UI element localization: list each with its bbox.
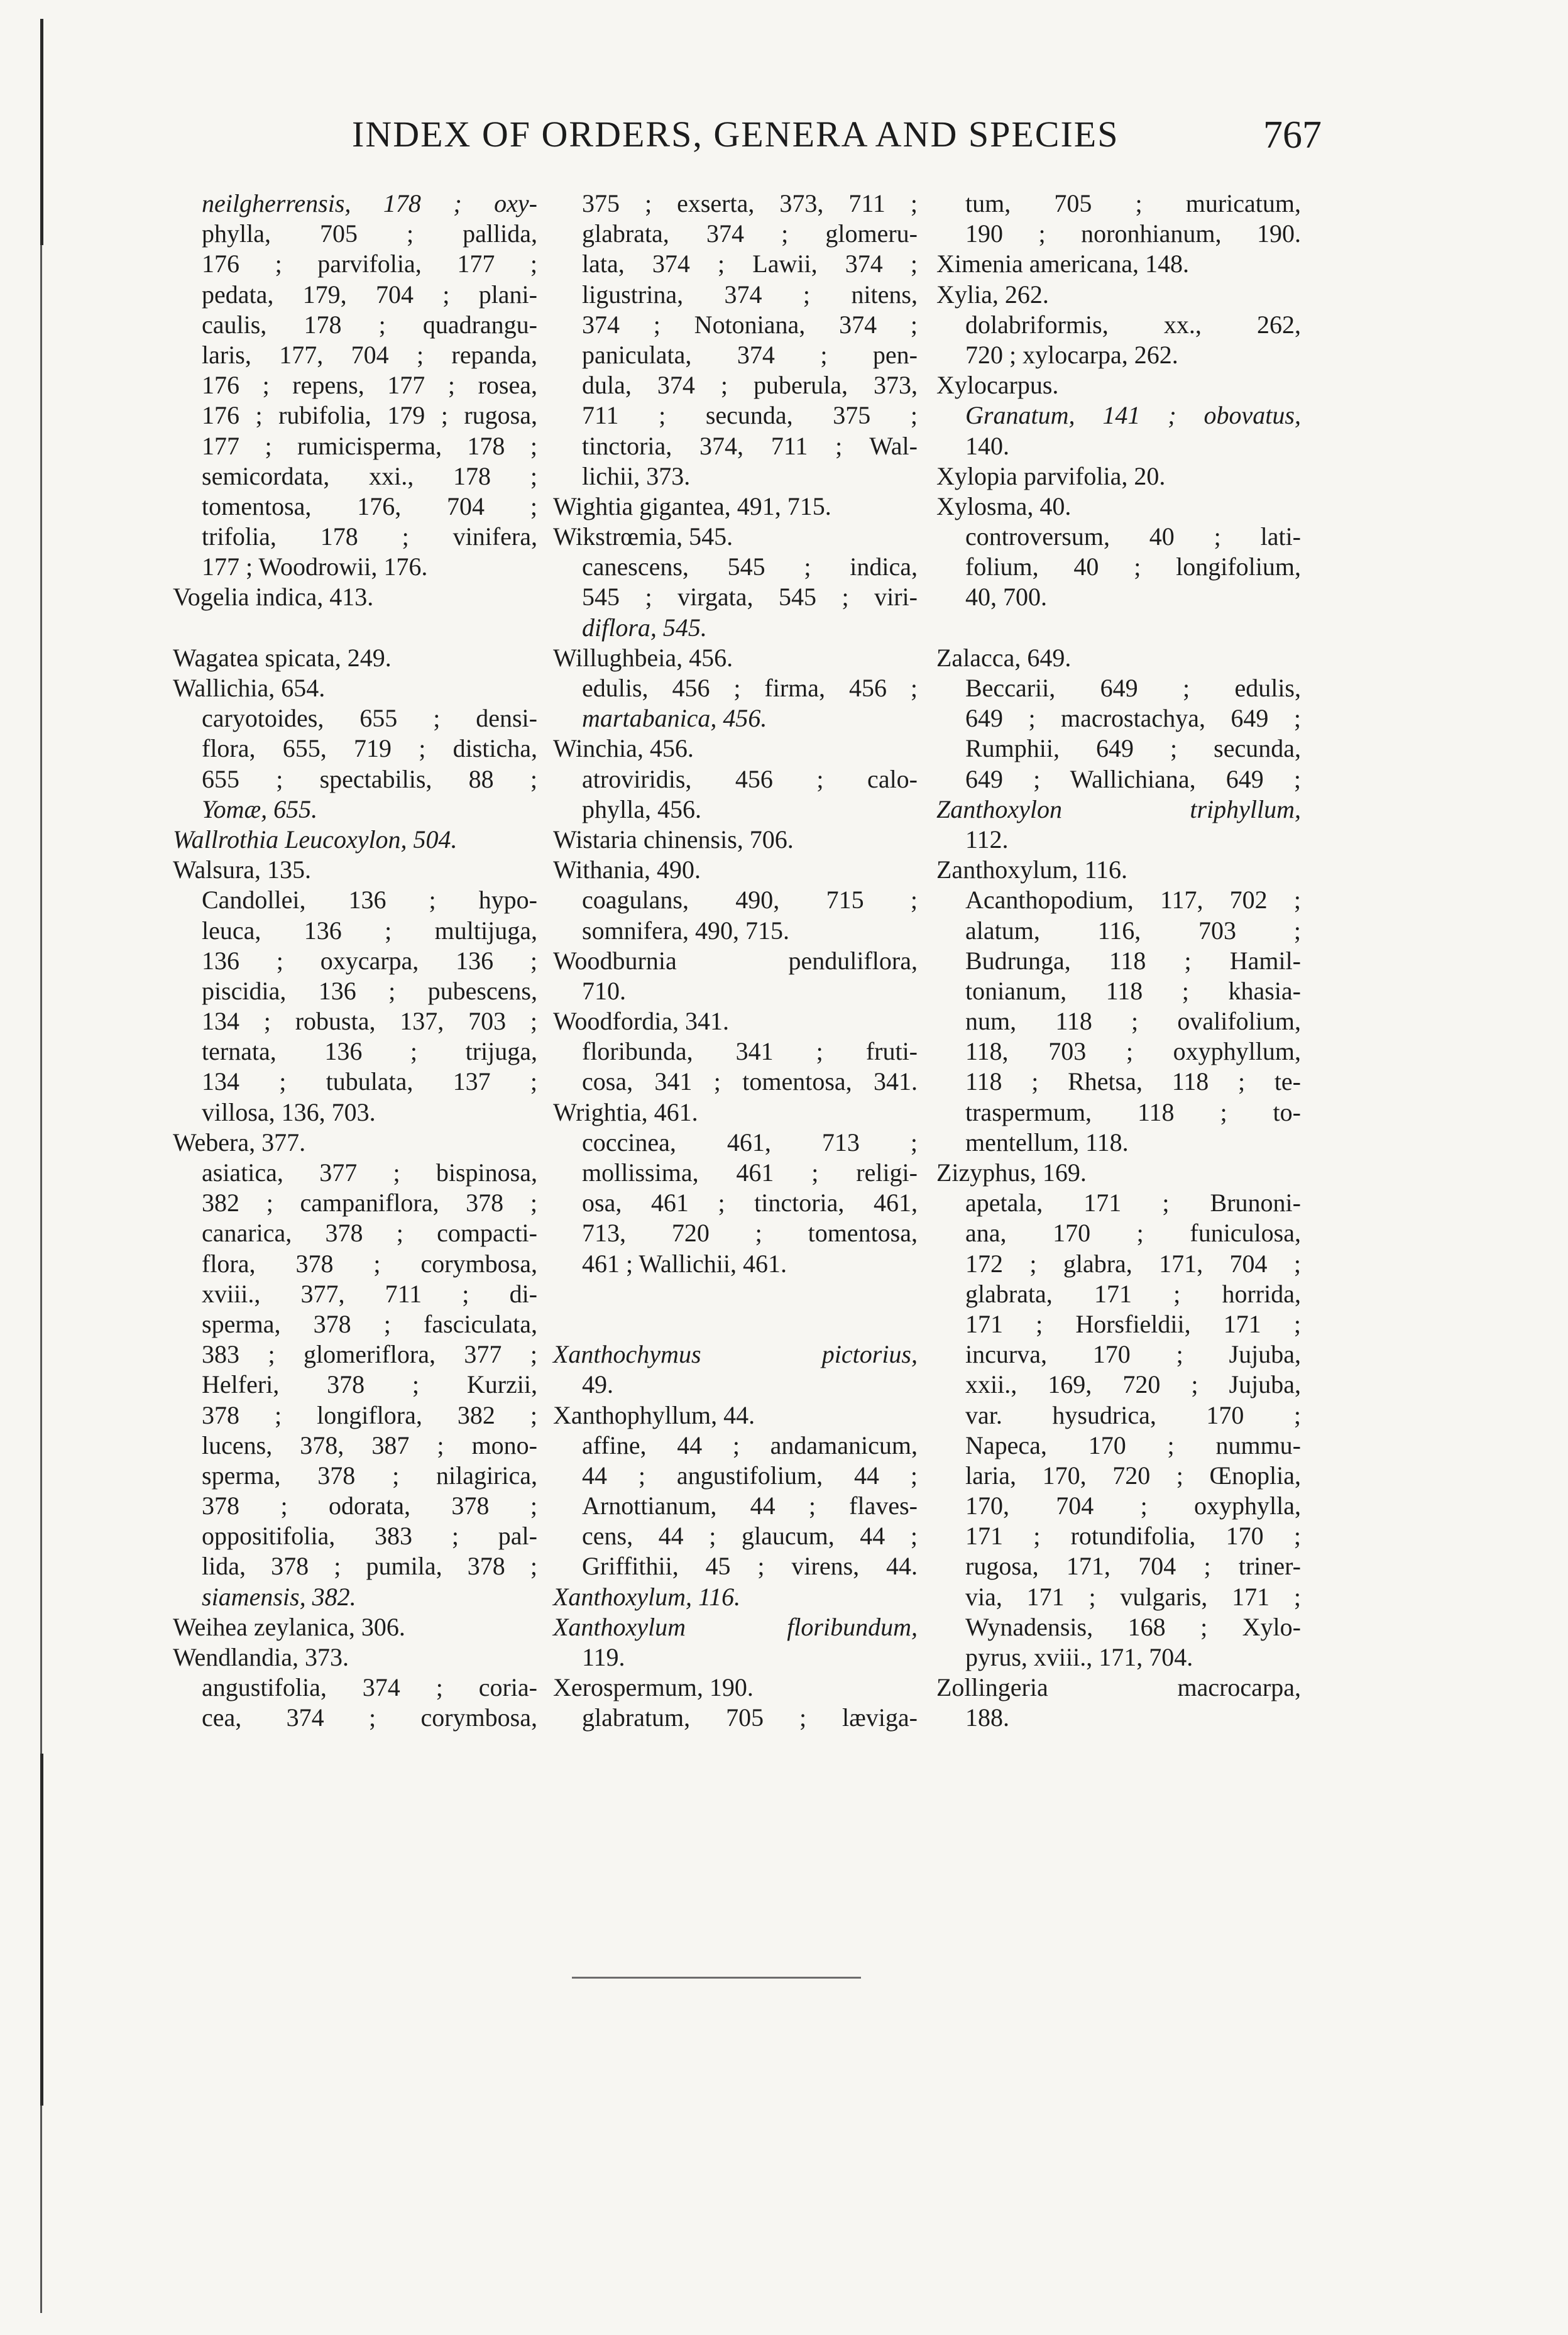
index-entry-line: Zanthoxylon triphyllum, bbox=[936, 794, 1301, 823]
index-entry-line: 461 ; Wallichii, 461. bbox=[582, 1249, 787, 1278]
index-entry-line: flora, 378 ; corymbosa, bbox=[202, 1249, 537, 1278]
index-entry-line: Candollei, 136 ; hypo- bbox=[202, 886, 537, 915]
index-entry-line: lucens, 378, 387 ; mono- bbox=[202, 1431, 537, 1459]
index-entry-line: Budrunga, 118 ; Hamil- bbox=[965, 946, 1301, 975]
index-entry-line: coccinea, 461, 713 ; bbox=[582, 1128, 918, 1157]
index-entry-line: Woodfordia, 341. bbox=[553, 1007, 730, 1036]
index-entry-line: Yomæ, 655. bbox=[202, 794, 318, 823]
index-entry-line: 134 ; robusta, 137, 703 ; bbox=[202, 1007, 537, 1036]
index-entry-line: cosa, 341 ; tomentosa, 341. bbox=[582, 1067, 918, 1096]
index-entry-line: diflora, 545. bbox=[582, 613, 707, 642]
index-entry-line: 140. bbox=[965, 431, 1009, 460]
index-entry-line: alatum, 116, 703 ; bbox=[965, 916, 1301, 945]
index-entry-line: tinctoria, 374, 711 ; Wal- bbox=[582, 431, 918, 460]
index-entry-line: sperma, 378 ; nilagirica, bbox=[202, 1461, 537, 1490]
index-entry-line: Wistaria chinensis, 706. bbox=[553, 825, 794, 854]
index-entry-line: Woodburnia penduliflora, bbox=[553, 946, 918, 975]
index-column-1 bbox=[173, 189, 537, 1733]
index-entry-line: edulis, 456 ; firma, 456 ; bbox=[582, 674, 918, 702]
index-entry-line: 383 ; glomeriflora, 377 ; bbox=[202, 1340, 537, 1369]
index-entry-line: 44 ; angustifolium, 44 ; bbox=[582, 1461, 918, 1490]
index-entry-line: Wynadensis, 168 ; Xylo- bbox=[965, 1612, 1301, 1641]
index-entry-line: 190 ; noronhianum, 190. bbox=[965, 219, 1301, 248]
index-entry-line: Xanthophyllum, 44. bbox=[553, 1400, 755, 1429]
index-entry-line: 545 ; virgata, 545 ; viri- bbox=[582, 583, 918, 612]
binding-edge-line bbox=[40, 19, 43, 245]
index-entry-line: glabratum, 705 ; læviga- bbox=[582, 1703, 918, 1732]
index-entry-line: caryotoides, 655 ; densi- bbox=[202, 704, 537, 733]
index-entry-line: dolabriformis, xx., 262, bbox=[965, 310, 1301, 339]
index-entry-line: floribunda, 341 ; fruti- bbox=[582, 1037, 918, 1066]
index-entry-line: ternata, 136 ; trijuga, bbox=[202, 1037, 537, 1066]
index-entry-line: Xerospermum, 190. bbox=[553, 1673, 754, 1702]
index-entry-line: sperma, 378 ; fasciculata, bbox=[202, 1309, 537, 1338]
index-entry-line: Wrightia, 461. bbox=[553, 1097, 698, 1126]
index-entry-line: piscidia, 136 ; pubescens, bbox=[202, 976, 537, 1005]
index-entry-line: Arnottianum, 44 ; flaves- bbox=[582, 1492, 918, 1520]
index-entry-line: Xylia, 262. bbox=[936, 280, 1049, 309]
index-entry-line: 136 ; oxycarpa, 136 ; bbox=[202, 946, 537, 975]
index-entry-line: 378 ; longiflora, 382 ; bbox=[202, 1400, 537, 1429]
index-entry-line: 713, 720 ; tomentosa, bbox=[582, 1219, 918, 1248]
index-entry-line: Xylocarpus. bbox=[936, 371, 1059, 400]
index-entry-line: 374 ; Notoniana, 374 ; bbox=[582, 310, 918, 339]
index-entry-line: 720 ; xylocarpa, 262. bbox=[965, 340, 1178, 369]
index-entry-line: glabrata, 171 ; horrida, bbox=[965, 1279, 1301, 1308]
index-entry-line: trifolia, 178 ; vinifera, bbox=[202, 522, 537, 551]
index-column-2 bbox=[553, 189, 918, 1733]
index-entry-line: 118, 703 ; oxyphyllum, bbox=[965, 1037, 1301, 1066]
index-entry-line: laris, 177, 704 ; repanda, bbox=[202, 340, 537, 369]
index-entry-line: Willughbeia, 456. bbox=[553, 643, 733, 672]
index-entry-line: phylla, 705 ; pallida, bbox=[202, 219, 537, 248]
index-entry-line: Winchia, 456. bbox=[553, 734, 694, 763]
index-entry-line: 170, 704 ; oxyphylla, bbox=[965, 1492, 1301, 1520]
index-entry-line: glabrata, 374 ; glomeru- bbox=[582, 219, 918, 248]
index-entry-line: cea, 374 ; corymbosa, bbox=[202, 1703, 537, 1732]
index-entry-line: pedata, 179, 704 ; plani- bbox=[202, 280, 537, 309]
index-entry-line: Zanthoxylum, 116. bbox=[936, 855, 1128, 884]
index-entry-line: pyrus, xviii., 171, 704. bbox=[965, 1643, 1193, 1671]
index-entry-line: osa, 461 ; tinctoria, 461, bbox=[582, 1189, 918, 1217]
index-entry-line: Ximenia americana, 148. bbox=[936, 250, 1190, 278]
index-entry-line: Acanthopodium, 117, 702 ; bbox=[965, 886, 1301, 915]
index-entry-line: 188. bbox=[965, 1703, 1009, 1732]
index-entry-line: rugosa, 171, 704 ; triner- bbox=[965, 1552, 1301, 1581]
index-entry-line: angustifolia, 374 ; coria- bbox=[202, 1673, 537, 1702]
index-entry-line: villosa, 136, 703. bbox=[202, 1097, 376, 1126]
index-entry-line: 649 ; macrostachya, 649 ; bbox=[965, 704, 1301, 733]
index-entry-line: num, 118 ; ovalifolium, bbox=[965, 1007, 1301, 1036]
index-entry-line: affine, 44 ; andamanicum, bbox=[582, 1431, 918, 1459]
index-entry-line: 172 ; glabra, 171, 704 ; bbox=[965, 1249, 1301, 1278]
index-entry-line: folium, 40 ; longifolium, bbox=[965, 552, 1301, 581]
index-entry-line: ana, 170 ; funiculosa, bbox=[965, 1219, 1301, 1248]
index-entry-line: caulis, 178 ; quadrangu- bbox=[202, 310, 537, 339]
index-entry-line: Xylopia parvifolia, 20. bbox=[936, 461, 1166, 490]
index-entry-line: traspermum, 118 ; to- bbox=[965, 1097, 1301, 1126]
index-entry-line: tum, 705 ; muricatum, bbox=[965, 189, 1301, 217]
binding-edge-line bbox=[40, 2106, 42, 2313]
index-entry-line: 112. bbox=[965, 825, 1009, 854]
index-entry-line: Wightia gigantea, 491, 715. bbox=[553, 492, 831, 520]
index-entry-line: 40, 700. bbox=[965, 583, 1047, 612]
index-entry-line: Wallrothia Leucoxylon, 504. bbox=[173, 825, 458, 854]
index-entry-line: 375 ; exserta, 373, 711 ; bbox=[582, 189, 918, 217]
index-entry-line: somnifera, 490, 715. bbox=[582, 916, 789, 945]
index-entry-line: Zalacca, 649. bbox=[936, 643, 1072, 672]
index-entry-line: 118 ; Rhetsa, 118 ; te- bbox=[965, 1067, 1301, 1096]
index-entry-line: mollissima, 461 ; religi- bbox=[582, 1158, 918, 1187]
index-entry-line: Beccarii, 649 ; edulis, bbox=[965, 674, 1301, 702]
index-entry-line: 177 ; Woodrowii, 176. bbox=[202, 552, 428, 581]
index-entry-line: 176 ; parvifolia, 177 ; bbox=[202, 250, 537, 278]
index-entry-line: xviii., 377, 711 ; di- bbox=[202, 1279, 537, 1308]
index-entry-line: 655 ; spectabilis, 88 ; bbox=[202, 764, 537, 793]
index-entry-line: canescens, 545 ; indica, bbox=[582, 552, 918, 581]
index-entry-line: Xylosma, 40. bbox=[936, 492, 1072, 520]
index-entry-line: cens, 44 ; glaucum, 44 ; bbox=[582, 1522, 918, 1551]
index-entry-line: 711 ; secunda, 375 ; bbox=[582, 401, 918, 430]
index-entry-line: coagulans, 490, 715 ; bbox=[582, 886, 918, 915]
index-entry-line: 49. bbox=[582, 1370, 613, 1399]
index-entry-line: Griffithii, 45 ; virens, 44. bbox=[582, 1552, 918, 1581]
index-entry-line: 134 ; tubulata, 137 ; bbox=[202, 1067, 537, 1096]
index-entry-line: ligustrina, 374 ; nitens, bbox=[582, 280, 918, 309]
index-entry-line: tonianum, 118 ; khasia- bbox=[965, 976, 1301, 1005]
index-entry-line: lida, 378 ; pumila, 378 ; bbox=[202, 1552, 537, 1581]
index-entry-line: var. hysudrica, 170 ; bbox=[965, 1400, 1301, 1429]
index-entry-line: Vogelia indica, 413. bbox=[173, 583, 374, 612]
index-entry-line: canarica, 378 ; compacti- bbox=[202, 1219, 537, 1248]
index-column-3 bbox=[936, 189, 1301, 1733]
index-entry-line: phylla, 456. bbox=[582, 794, 701, 823]
index-entry-line: paniculata, 374 ; pen- bbox=[582, 340, 918, 369]
index-entry-line: Rumphii, 649 ; secunda, bbox=[965, 734, 1301, 763]
index-entry-line: xxii., 169, 720 ; Jujuba, bbox=[965, 1370, 1301, 1399]
index-entry-line: lichii, 373. bbox=[582, 461, 691, 490]
index-entry-line: 710. bbox=[582, 976, 626, 1005]
index-entry-line: asiatica, 377 ; bispinosa, bbox=[202, 1158, 537, 1187]
index-entry-line: atroviridis, 456 ; calo- bbox=[582, 764, 918, 793]
index-entry-line: lata, 374 ; Lawii, 374 ; bbox=[582, 250, 918, 278]
index-entry-line: 378 ; odorata, 378 ; bbox=[202, 1492, 537, 1520]
index-entry-line: 176 ; repens, 177 ; rosea, bbox=[202, 371, 537, 400]
index-entry-line: oppositifolia, 383 ; pal- bbox=[202, 1522, 537, 1551]
index-entry-line: Zollingeria macrocarpa, bbox=[936, 1673, 1301, 1702]
index-entry-line: neilgherrensis, 178 ; oxy- bbox=[202, 189, 537, 217]
index-entry-line: tomentosa, 176, 704 ; bbox=[202, 492, 537, 520]
index-entry-line: Xanthochymus pictorius, bbox=[553, 1340, 918, 1369]
index-entry-line: 382 ; campaniflora, 378 ; bbox=[202, 1189, 537, 1217]
index-entry-line: 171 ; rotundifolia, 170 ; bbox=[965, 1522, 1301, 1551]
index-entry-line: Walsura, 135. bbox=[173, 855, 312, 884]
index-entry-line: martabanica, 456. bbox=[582, 704, 767, 733]
index-entry-line: 176 ; rubifolia, 179 ; rugosa, bbox=[202, 401, 537, 430]
index-entry-line: Webera, 377. bbox=[173, 1128, 306, 1157]
index-entry-line: dula, 374 ; puberula, 373, bbox=[582, 371, 918, 400]
index-entry-line: mentellum, 118. bbox=[965, 1128, 1129, 1157]
index-entry-line: controversum, 40 ; lati- bbox=[965, 522, 1301, 551]
index-entry-line: via, 171 ; vulgaris, 171 ; bbox=[965, 1582, 1301, 1611]
index-entry-line: Wallichia, 654. bbox=[173, 674, 326, 702]
index-entry-line: siamensis, 382. bbox=[202, 1582, 356, 1611]
index-entry-line: Weihea zeylanica, 306. bbox=[173, 1612, 405, 1641]
index-entry-line: Napeca, 170 ; nummu- bbox=[965, 1431, 1301, 1459]
index-entry-line: Xanthoxylum floribundum, bbox=[553, 1612, 918, 1641]
index-entry-line: 171 ; Horsfieldii, 171 ; bbox=[965, 1309, 1301, 1338]
page-number: 767 bbox=[1263, 114, 1322, 157]
index-entry-line: leuca, 136 ; multijuga, bbox=[202, 916, 537, 945]
index-entry-line: apetala, 171 ; Brunoni- bbox=[965, 1189, 1301, 1217]
running-header: INDEX OF ORDERS, GENERA AND SPECIES bbox=[352, 114, 1119, 155]
index-entry-line: flora, 655, 719 ; disticha, bbox=[202, 734, 537, 763]
index-entry-line: 177 ; rumicisperma, 178 ; bbox=[202, 431, 537, 460]
index-entry-line: 649 ; Wallichiana, 649 ; bbox=[965, 764, 1301, 793]
index-entry-line: Granatum, 141 ; obovatus, bbox=[965, 401, 1301, 430]
binding-edge-line bbox=[40, 245, 42, 1754]
index-entry-line: Zizyphus, 169. bbox=[936, 1158, 1087, 1187]
index-entry-line: incurva, 170 ; Jujuba, bbox=[965, 1340, 1301, 1369]
index-entry-line: Wagatea spicata, 249. bbox=[173, 643, 392, 672]
index-entry-line: semicordata, xxi., 178 ; bbox=[202, 461, 537, 490]
index-entry-line: 119. bbox=[582, 1643, 625, 1671]
end-rule bbox=[572, 1977, 861, 1979]
index-entry-line: Wikstrœmia, 545. bbox=[553, 522, 733, 551]
binding-edge-line bbox=[40, 1754, 43, 2106]
index-entry-line: Xanthoxylum, 116. bbox=[553, 1582, 741, 1611]
index-entry-line: Helferi, 378 ; Kurzii, bbox=[202, 1370, 537, 1399]
index-entry-line: Wendlandia, 373. bbox=[173, 1643, 349, 1671]
index-entry-line: laria, 170, 720 ; Œnoplia, bbox=[965, 1461, 1301, 1490]
index-entry-line: Withania, 490. bbox=[553, 855, 701, 884]
